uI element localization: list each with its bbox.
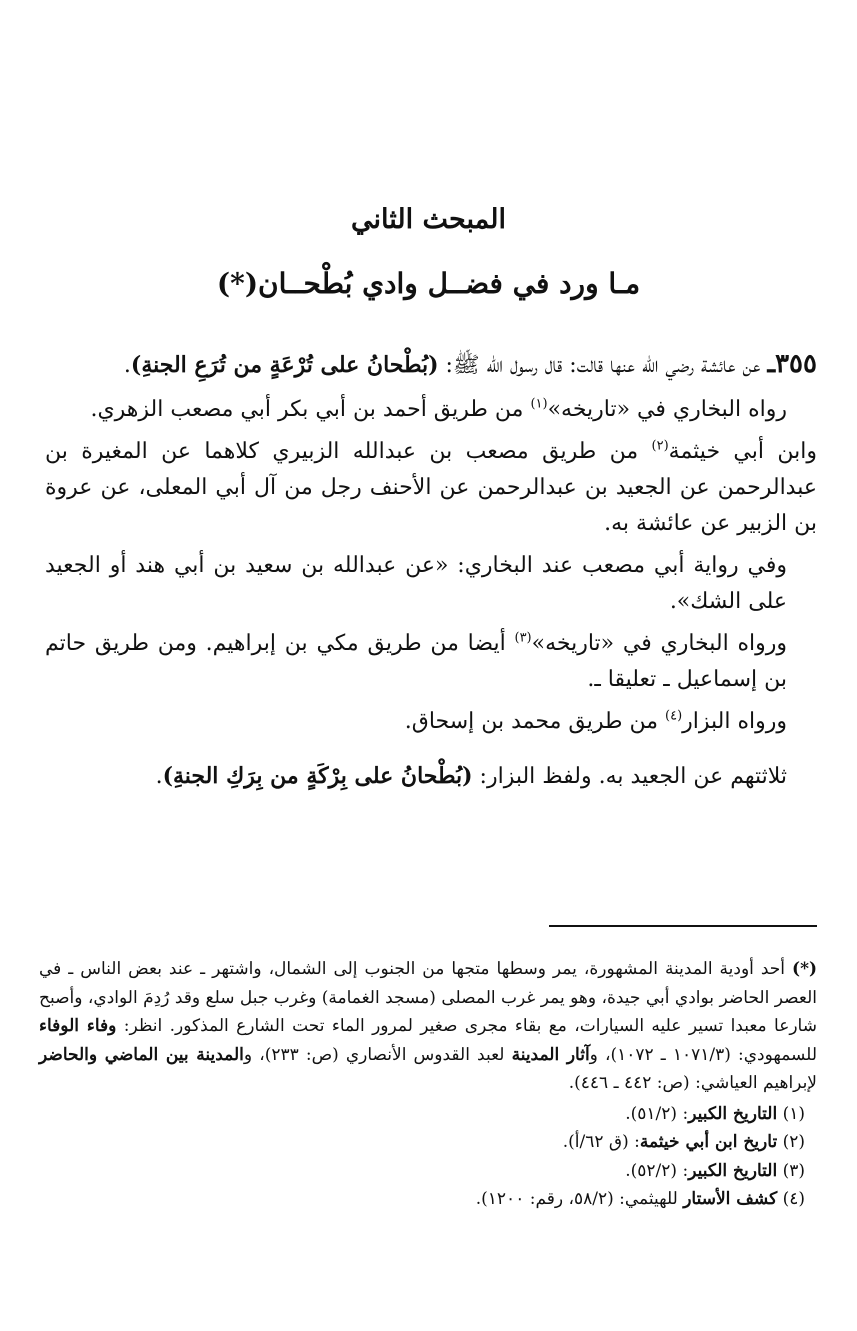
footnote-ref-2: (٢) (651, 438, 669, 454)
paragraph-5 (45, 704, 817, 740)
footnote-star (39, 955, 817, 1098)
footnote-1-rest: : (٥١/٢). (625, 1103, 689, 1124)
footnote-4-title: كشف الأستار (683, 1189, 778, 1209)
footnote-separator (549, 925, 817, 927)
paragraph-5-text-b: من طريق محمد بن إسحاق. (404, 709, 666, 734)
chapter-title: المبحث الثاني (351, 204, 506, 235)
footnote-ref-4: (٤) (665, 708, 683, 724)
footnote-3-title: التاريخ الكبير (688, 1160, 778, 1181)
paragraph-4 (45, 626, 817, 698)
paragraph-1 (45, 392, 817, 428)
section-title: مـا ورد في فضــل وادي بُطْحــان(*) (216, 267, 641, 300)
hadith-intro: عن عائشة رضي الله عنها قالت: قال رسول الله ﷺ: (438, 353, 768, 378)
footnote-2-number: (٢) (782, 1132, 805, 1152)
footnote-star-mark: (*) (792, 959, 818, 979)
footnote-star-text-e: لإبراهيم العياشي: (ص: ٤٤٢ ـ ٤٤٦). (568, 1073, 817, 1093)
paragraph-6 (45, 758, 817, 795)
paragraph-2 (45, 434, 817, 542)
footnote-ref-1: (١) (530, 396, 548, 412)
paragraph-3: وفي رواية أبي مصعب عند البخاري: «عن عبدالله بن سعيد بن أبي هند أو الجعيد على الشك». (45, 553, 787, 614)
footnote-3-number: (٣) (782, 1160, 805, 1181)
footnote-star-source-3: المدينة بين الماضي والحاضر (39, 1044, 244, 1065)
footnote-3 (39, 1157, 817, 1186)
paragraph-6-end: . (155, 764, 163, 789)
paragraph-6-text-a: ثلاثتهم عن الجعيد به. ولفظ البزار: (472, 764, 787, 789)
paragraph-4-text-a: ورواه البخاري في «تاريخه» (531, 631, 787, 656)
main-text (45, 346, 817, 801)
footnote-4 (39, 1185, 817, 1214)
footnote-3-rest: : (٥٢/٢). (625, 1160, 689, 1181)
footnote-1-number: (١) (782, 1103, 805, 1124)
footnote-1 (39, 1100, 817, 1129)
footnote-star-source-2: آثار المدينة (511, 1044, 590, 1065)
paragraph-2-text-a: وابن أبي خيثمة (668, 439, 817, 464)
hadith-paragraph (45, 346, 817, 384)
footnotes (39, 955, 817, 1214)
hadith-text: (بُطْحانُ على تُرْعَةٍ من تُرَعِ الجنةِ) (130, 352, 439, 378)
footnote-2-rest: : (ق ٦٢/أ). (562, 1132, 640, 1152)
footnote-star-source-1: وفاء الوفاء (39, 1016, 117, 1036)
hadith-number: ٣٥٥ (775, 349, 817, 379)
paragraph-5-text-a: ورواه البزار (682, 709, 787, 734)
footnote-1-title: التاريخ الكبير (688, 1103, 778, 1124)
footnote-ref-3: (٣) (514, 630, 532, 646)
footnote-star-text-d: لعبد القدوس الأنصاري (ص: ٢٣٣)، و (243, 1044, 512, 1065)
footnote-2-title: تاريخ ابن أبي خيثمة (639, 1132, 778, 1152)
footnote-4-number: (٤) (782, 1189, 805, 1209)
paragraph-6-quote: (بُطْحانُ على بِرْكَةٍ من بِرَكِ الجنةِ) (162, 763, 473, 789)
paragraph-1-text-b: من طريق أحمد بن أبي بكر أبي مصعب الزهري. (90, 397, 531, 422)
paragraph-1-text-a: رواه البخاري في «تاريخه» (547, 397, 787, 422)
footnote-2 (39, 1128, 817, 1157)
paragraph-2-text-b: من طريق مصعب بن عبدالله الزبيري كلاهما عن المغيرة بن عبدالرحمن عن الجعيد بن عبدالرحمن عن الأحنف رجل من آل أبي المعلى، عن عروة بن الزبير عن عائشة به. (45, 439, 817, 536)
paragraph-4-text-b: أيضا من طريق مكي بن إبراهيم. ومن طريق حاتم بن إسماعيل ـ تعليقا ـ. (45, 631, 787, 692)
footnote-star-text-c: للسمهودي: (١٠٧١/٣ ـ ١٠٧٢)، و (589, 1044, 817, 1065)
footnote-star-text-a: أحد أودية المدينة المشهورة، يمر وسطها متجها من الجنوب إلى الشمال، واشتهر ـ عند بعض الناس ـ في العصر الحاضر بوادي أبي جيدة، وهو يمر غرب المصلى (مسجد الغمامة) وغرب جبل سلع وقد رُدِمَ الوادي، وأصبح شارعا معبدا تسير عليه السيارات، مع بقاء مجرى صغير لمرور الماء تحت الشارع المذكور. انظر: (39, 959, 817, 1036)
footnote-4-rest: للهيثمي: (٥٨/٢، رقم: ١٢٠٠). (475, 1189, 684, 1209)
hadith-dash: ـ (767, 349, 776, 379)
hadith-end: . (123, 353, 131, 378)
